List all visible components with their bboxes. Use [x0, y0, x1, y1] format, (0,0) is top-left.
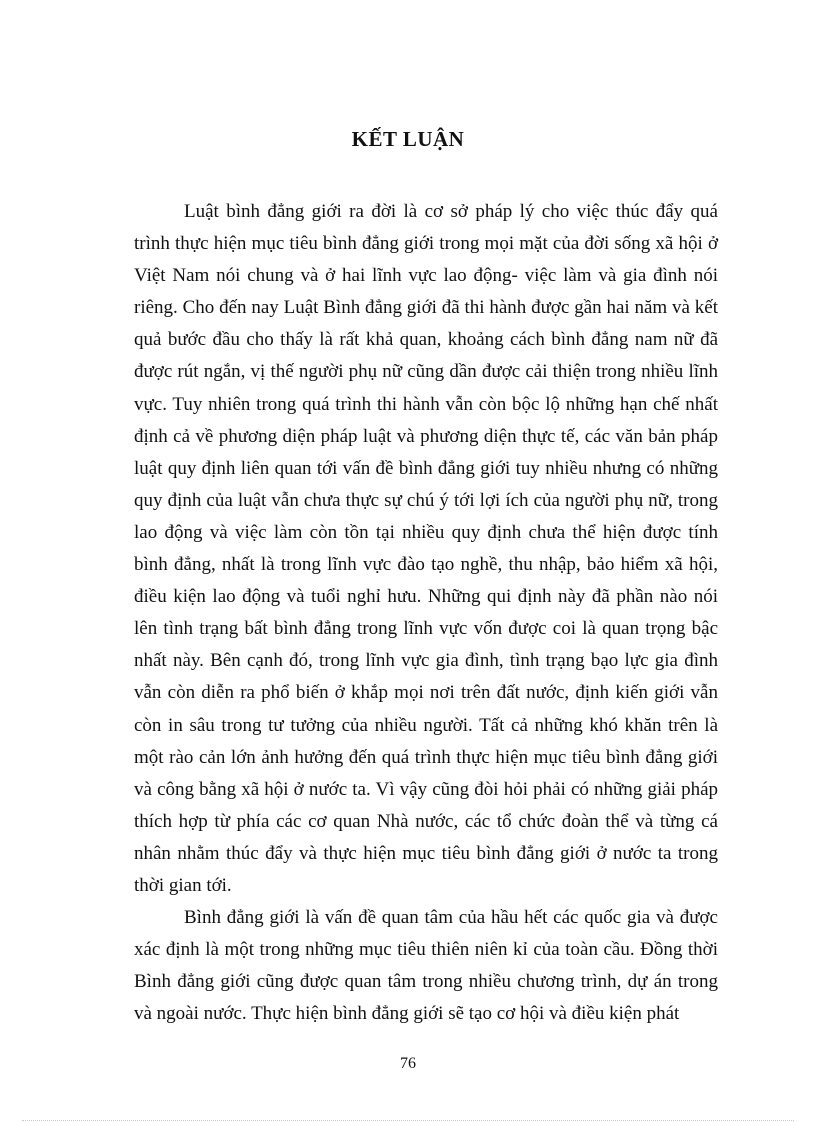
paragraph-2: Bình đẳng giới là vấn đề quan tâm của hầu hết các quốc gia và được xác định là một trong những mục tiêu thiên niên kỉ của toàn cầu. Đồng thời Bình đẳng giới cũng được quan tâm trong nhiều chương trình, dự án trong và ngoài nước. Thực hiện bình đẳng giới sẽ tạo cơ hội và điều kiện phát: [134, 907, 718, 1025]
page-number: 76: [400, 1055, 416, 1072]
page-title: KẾT LUẬN: [351, 127, 465, 151]
page-bottom-divider: [22, 1120, 794, 1121]
body-text: [134, 196, 718, 1030]
paragraph-1: Luật bình đẳng giới ra đời là cơ sở pháp lý cho việc thúc đẩy quá trình thực hiện mục tiêu bình đẳng giới trong mọi mặt của đời sống xã hội ở Việt Nam nói chung và ở hai lĩnh vực lao động- việc làm và gia đình nói riêng. Cho đến nay Luật Bình đẳng giới đã thi hành được gần hai năm và kết quả bước đầu cho thấy là rất khả quan, khoảng cách bình đẳng nam nữ đã được rút ngắn, vị thế người phụ nữ cũng dần được cải thiện trong nhiều lĩnh vực. Tuy nhiên trong quá trình thi hành vẫn còn bộc lộ những hạn chế nhất định cả về phương diện pháp luật và phương diện thực tế, các văn bản pháp luật quy định liên quan tới vấn đề bình đẳng giới tuy nhiều nhưng có những quy định của luật vẫn chưa thực sự chú ý tới lợi ích của người phụ nữ, trong lao động và việc làm còn tồn tại nhiều quy định chưa thể hiện được tính bình đẳng, nhất là trong lĩnh vực đào tạo nghề, thu nhập, bảo hiểm xã hội, điều kiện lao động và tuổi nghỉ hưu. Những qui định này đã phần nào nói lên tình trạng bất bình đẳng trong lĩnh vực vốn được coi là quan trọng bậc nhất này. Bên cạnh đó, trong lĩnh vực gia đình, tình trạng bạo lực gia đình vẫn còn diễn ra phổ biến ở khắp mọi nơi trên đất nước, định kiến giới vẫn còn in sâu trong tư tưởng của nhiều người. Tất cả những khó khăn trên là một rào cản lớn ảnh hưởng đến quá trình thực hiện mục tiêu bình đẳng giới và công bằng xã hội ở nước ta. Vì vậy cũng đòi hỏi phải có những giải pháp thích hợp từ phía các cơ quan Nhà nước, các tổ chức đoàn thể và từng cá nhân nhằm thúc đẩy và thực hiện mục tiêu bình đẳng giới ở nước ta trong thời gian tới.: [134, 201, 718, 896]
